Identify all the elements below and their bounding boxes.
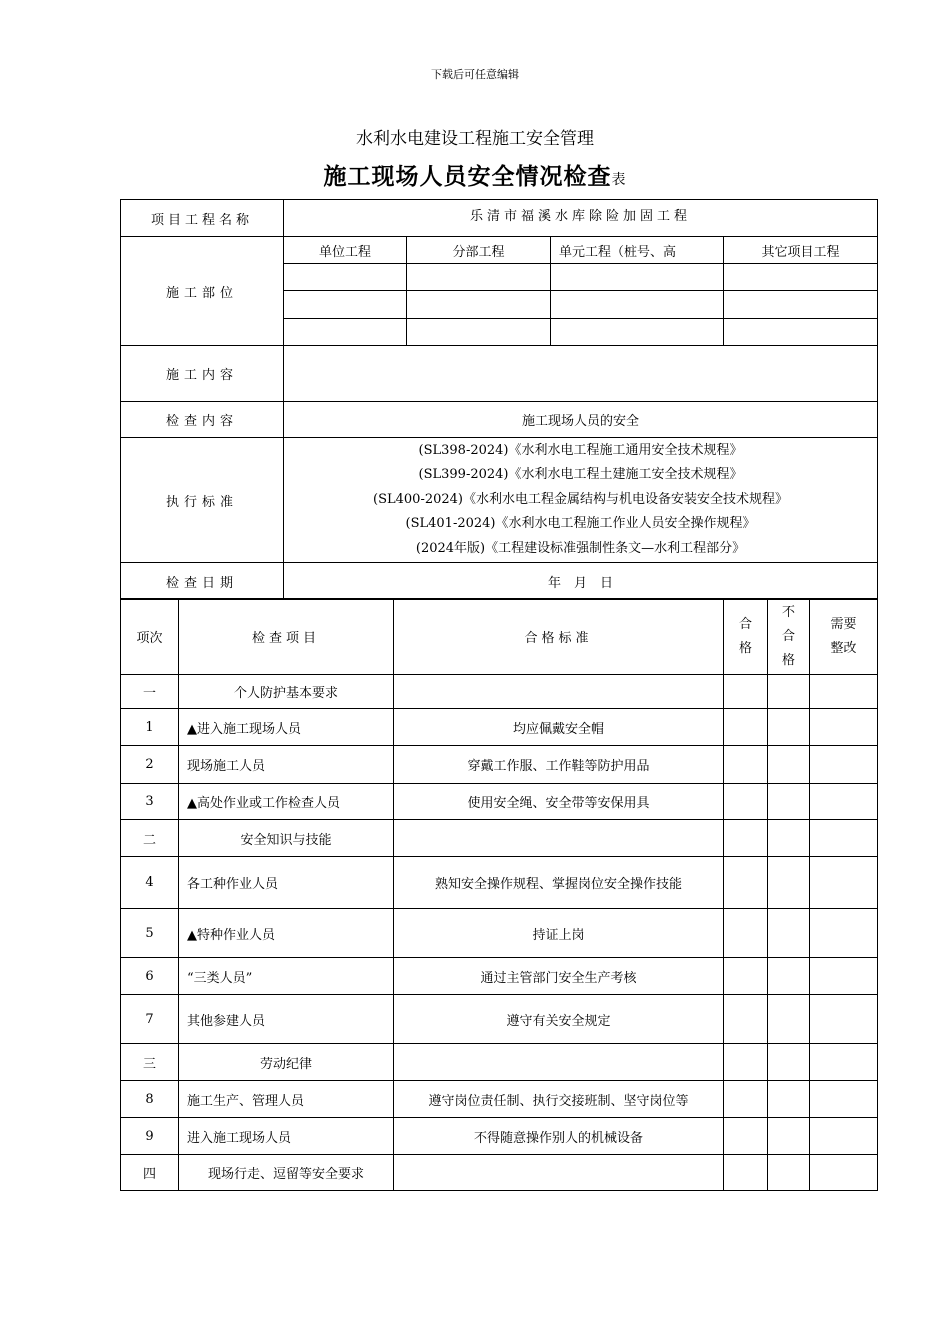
location-cell[interactable] xyxy=(724,264,878,291)
info-table xyxy=(120,199,878,600)
col-pass-header xyxy=(724,599,768,675)
checklist-row xyxy=(121,746,878,784)
check-content-row xyxy=(121,402,878,438)
checklist-table xyxy=(120,598,878,1191)
col-fix-header-line: 需要 xyxy=(830,616,857,632)
standard-list xyxy=(284,438,878,563)
checklist-row xyxy=(121,958,878,995)
standard-item: (SL398-2024)《水利水电工程施工通用安全技术规程》 xyxy=(418,442,743,458)
row-standard: 穿戴工作服、工作鞋等防护用品 xyxy=(394,746,724,784)
row-item: 施工生产、管理人员 xyxy=(179,1081,394,1118)
fail-cell[interactable] xyxy=(768,675,810,709)
pass-cell[interactable] xyxy=(724,675,768,709)
fail-cell[interactable] xyxy=(768,746,810,784)
fail-cell[interactable] xyxy=(768,995,810,1044)
fix-cell[interactable] xyxy=(810,1155,878,1191)
fix-cell[interactable] xyxy=(810,675,878,709)
pass-cell[interactable] xyxy=(724,1155,768,1191)
checklist-section-row xyxy=(121,1155,878,1191)
content-value[interactable] xyxy=(284,346,878,402)
row-item: 各工种作业人员 xyxy=(179,857,394,909)
row-item: 安全知识与技能 xyxy=(179,820,394,857)
check-content-label: 检查内容 xyxy=(121,402,284,438)
col-fix-header xyxy=(810,599,878,675)
location-cell[interactable] xyxy=(284,291,407,319)
checklist-row xyxy=(121,1118,878,1155)
form-title-main: 施工现场人员安全情况检查 xyxy=(323,163,612,190)
standard-item: (SL400-2024)《水利水电工程金属结构与机电设备安装安全技术规程》 xyxy=(373,491,788,507)
pass-cell[interactable] xyxy=(724,746,768,784)
checklist-section-row xyxy=(121,820,878,857)
row-standard: 通过主管部门安全生产考核 xyxy=(394,958,724,995)
fail-cell[interactable] xyxy=(768,1044,810,1081)
standard-item: (2024年版)《工程建设标准强制性条文—水利工程部分》 xyxy=(415,540,746,556)
fail-cell[interactable] xyxy=(768,1118,810,1155)
pass-cell[interactable] xyxy=(724,995,768,1044)
fix-cell[interactable] xyxy=(810,709,878,746)
row-standard: 均应佩戴安全帽 xyxy=(394,709,724,746)
row-item: 个人防护基本要求 xyxy=(179,675,394,709)
pass-cell[interactable] xyxy=(724,909,768,958)
pass-cell[interactable] xyxy=(724,820,768,857)
row-item: 其他参建人员 xyxy=(179,995,394,1044)
pass-cell[interactable] xyxy=(724,1081,768,1118)
fail-cell[interactable] xyxy=(768,1081,810,1118)
row-item: 现场施工人员 xyxy=(179,746,394,784)
checklist-row xyxy=(121,784,878,820)
location-cell[interactable] xyxy=(724,291,878,319)
row-standard xyxy=(394,820,724,857)
row-standard xyxy=(394,675,724,709)
location-col-unit: 单位工程 xyxy=(284,237,407,264)
col-fail-header-char: 不 xyxy=(781,604,795,620)
col-pass-header-char: 合 xyxy=(738,616,752,632)
standard-label: 执行标准 xyxy=(121,438,284,563)
fix-cell[interactable] xyxy=(810,784,878,820)
row-no: 三 xyxy=(121,1044,179,1081)
row-no: 6 xyxy=(121,958,179,995)
row-item: ▲进入施工现场人员 xyxy=(179,709,394,746)
col-fix-header-line: 整改 xyxy=(830,640,857,656)
project-row xyxy=(121,200,878,237)
location-cell[interactable] xyxy=(551,264,724,291)
checklist-row xyxy=(121,995,878,1044)
location-cell[interactable] xyxy=(407,291,551,319)
row-standard: 遵守有关安全规定 xyxy=(394,995,724,1044)
fail-cell[interactable] xyxy=(768,784,810,820)
fix-cell[interactable] xyxy=(810,857,878,909)
location-cell[interactable] xyxy=(551,291,724,319)
fix-cell[interactable] xyxy=(810,958,878,995)
content-label: 施工内容 xyxy=(121,346,284,402)
checklist-row xyxy=(121,909,878,958)
checklist-section-row xyxy=(121,1044,878,1081)
row-standard xyxy=(394,1155,724,1191)
date-row xyxy=(121,563,878,600)
pass-cell[interactable] xyxy=(724,958,768,995)
fix-cell[interactable] xyxy=(810,1044,878,1081)
standard-item: (SL401-2024)《水利水电工程施工作业人员安全操作规程》 xyxy=(405,516,756,532)
fix-cell[interactable] xyxy=(810,1118,878,1155)
col-fail-header-char: 合 xyxy=(781,628,795,644)
row-no: 一 xyxy=(121,675,179,709)
fix-cell[interactable] xyxy=(810,909,878,958)
pass-cell[interactable] xyxy=(724,784,768,820)
content-row xyxy=(121,346,878,402)
fail-cell[interactable] xyxy=(768,909,810,958)
location-cell[interactable] xyxy=(724,319,878,346)
location-col-other: 其它项目工程 xyxy=(724,237,878,264)
project-value: 乐清市福溪水库除险加固工程 xyxy=(284,200,878,237)
standard-item: (SL399-2024)《水利水电工程土建施工安全技术规程》 xyxy=(418,467,743,483)
pass-cell[interactable] xyxy=(724,709,768,746)
row-standard: 持证上岗 xyxy=(394,909,724,958)
location-cell[interactable] xyxy=(284,319,407,346)
form-title-suffix: 表 xyxy=(611,172,627,188)
fail-cell[interactable] xyxy=(768,857,810,909)
row-no: 5 xyxy=(121,909,179,958)
pass-cell[interactable] xyxy=(724,1118,768,1155)
checklist-row xyxy=(121,1081,878,1118)
row-standard: 熟知安全操作规程、掌握岗位安全操作技能 xyxy=(394,857,724,909)
date-value[interactable]: 年 月 日 xyxy=(284,563,878,600)
fix-cell[interactable] xyxy=(810,746,878,784)
location-col-element: 单元工程（桩号、高 xyxy=(551,237,724,264)
standard-row xyxy=(121,438,878,563)
location-cell[interactable] xyxy=(551,319,724,346)
location-cell[interactable] xyxy=(407,264,551,291)
row-no: 8 xyxy=(121,1081,179,1118)
fix-cell[interactable] xyxy=(810,820,878,857)
row-no: 四 xyxy=(121,1155,179,1191)
checklist-row xyxy=(121,709,878,746)
row-item: “三类人员” xyxy=(179,958,394,995)
row-standard xyxy=(394,1044,724,1081)
project-label: 项目工程名称 xyxy=(121,200,284,237)
col-no-header: 项次 xyxy=(121,599,179,675)
checklist-header-row xyxy=(121,599,878,675)
row-no: 3 xyxy=(121,784,179,820)
fail-cell[interactable] xyxy=(768,958,810,995)
fix-cell[interactable] xyxy=(810,1081,878,1118)
location-cell[interactable] xyxy=(284,264,407,291)
row-no: 7 xyxy=(121,995,179,1044)
col-standard-header: 合格标准 xyxy=(394,599,724,675)
check-content-value: 施工现场人员的安全 xyxy=(284,402,878,438)
checklist-section-row xyxy=(121,675,878,709)
row-no: 9 xyxy=(121,1118,179,1155)
row-standard: 使用安全绳、安全带等安保用具 xyxy=(394,784,724,820)
row-item: ▲高处作业或工作检查人员 xyxy=(179,784,394,820)
fail-cell[interactable] xyxy=(768,820,810,857)
row-standard: 不得随意操作别人的机械设备 xyxy=(394,1118,724,1155)
location-col-division: 分部工程 xyxy=(407,237,551,264)
col-item-header: 检查项目 xyxy=(179,599,394,675)
fail-cell[interactable] xyxy=(768,709,810,746)
col-fail-header xyxy=(768,599,810,675)
checklist-row xyxy=(121,857,878,909)
pass-cell[interactable] xyxy=(724,857,768,909)
col-fail-header-char: 格 xyxy=(781,652,795,668)
fail-cell[interactable] xyxy=(768,1155,810,1191)
row-item: 进入施工现场人员 xyxy=(179,1118,394,1155)
col-pass-header-char: 格 xyxy=(738,640,752,656)
row-no: 1 xyxy=(121,709,179,746)
fix-cell[interactable] xyxy=(810,995,878,1044)
location-label: 施工部位 xyxy=(121,237,284,346)
row-no: 2 xyxy=(121,746,179,784)
location-cell[interactable] xyxy=(407,319,551,346)
row-item: 劳动纪律 xyxy=(179,1044,394,1081)
row-no: 4 xyxy=(121,857,179,909)
date-label: 检查日期 xyxy=(121,563,284,600)
row-no: 二 xyxy=(121,820,179,857)
pass-cell[interactable] xyxy=(724,1044,768,1081)
form-title xyxy=(0,158,950,191)
location-header-row xyxy=(121,237,878,264)
row-item: 现场行走、逗留等安全要求 xyxy=(179,1155,394,1191)
header-note: 下载后可任意编辑 xyxy=(431,68,519,81)
form-subtitle: 水利水电建设工程施工安全管理 xyxy=(356,129,594,149)
row-standard: 遵守岗位责任制、执行交接班制、坚守岗位等 xyxy=(394,1081,724,1118)
row-item: ▲特种作业人员 xyxy=(179,909,394,958)
